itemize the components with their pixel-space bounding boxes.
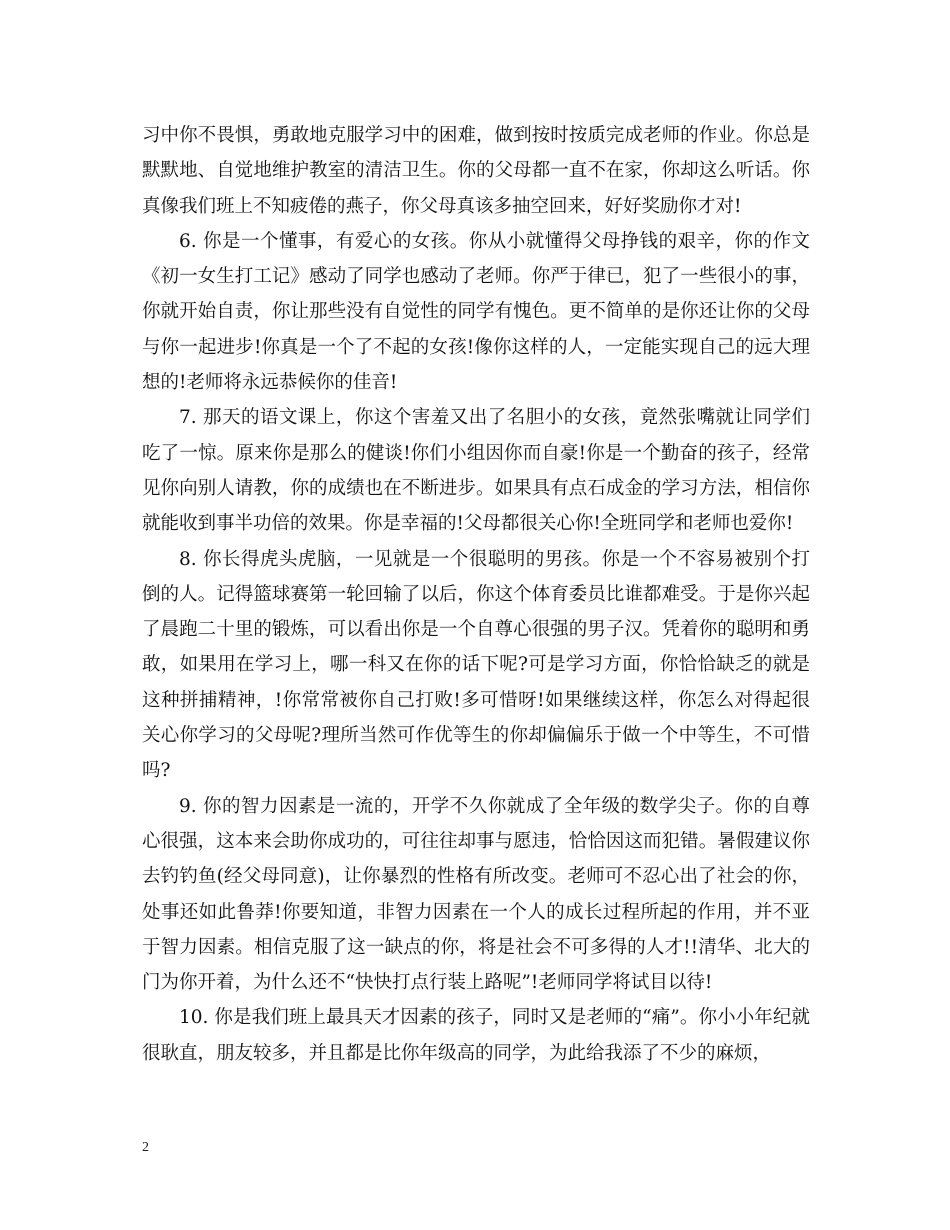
paragraph-item-8: 8. 你长得虎头虎脑，一见就是一个很聪明的男孩。你是一个不容易被别个打倒的人。记得篮球赛第一轮回输了以后，你这个体育委员比谁都难受。于是你兴起了晨跑二十里的锻炼，可以看出你是一个自尊心很强的男子汉。凭着你的聪明和勇敢，如果用在学习上，哪一科又在你的话下呢?可是学习方面，你恰恰缺乏的就是这种拼捕精神，!你常常被你自己打败!多可惜呀!如果继续这样，你怎么对得起很关心你学习的父母呢?理所当然可作优等生的你却偏偏乐于做一个中等生，不可惜吗?	[142, 548, 810, 782]
document-body	[142, 118, 810, 1071]
paragraph-item-10: 10. 你是我们班上最具天才因素的孩子，同时又是老师的“痛”。你小小年纪就很耿直，朋友较多，并且都是比你年级高的同学，为此给我添了不少的麻烦，	[142, 1007, 810, 1064]
paragraph-continuation: 习中你不畏惧，勇敢地克服学习中的困难，做到按时按质完成老师的作业。你总是默默地、自觉地维护教室的清洁卫生。你的父母都一直不在家，你却这么听话。你真像我们班上不知疲倦的燕子，你父母真该多抽空回来，好好奖励你才对!	[142, 125, 810, 217]
paragraph-item-9: 9. 你的智力因素是一流的，开学不久你就成了全年级的数学尖子。你的自尊心很强，这本来会助你成功的，可往往却事与愿违，恰恰因这而犯错。暑假建议你去钓钓鱼(经父母同意)，让你暴烈的性格有所改变。老师可不忍心出了社会的你，处事还如此鲁莽!你要知道，非智力因素在一个人的成长过程所起的作用，并不亚于智力因素。相信克服了这一缺点的你，将是社会不可多得的人才!!清华、北大的门为你开着，为什么还不“快快打点行装上路呢”!老师同学将试目以待!	[142, 795, 810, 994]
page-number: 2	[142, 1140, 149, 1155]
paragraph-item-7: 7. 那天的语文课上，你这个害羞又出了名胆小的女孩，竟然张嘴就让同学们吃了一惊。原来你是那么的健谈!你们小组因你而自豪!你是一个勤奋的孩子，经常见你向别人请教，你的成绩也在不断进步。如果具有点石成金的学习方法，相信你就能收到事半功倍的效果。你是幸福的!父母都很关心你!全班同学和老师也爱你!	[142, 407, 810, 535]
paragraph-item-6: 6. 你是一个懂事，有爱心的女孩。你从小就懂得父母挣钱的艰辛，你的作文《初一女生打工记》感动了同学也感动了老师。你严于律已，犯了一些很小的事，你就开始自责，你让那些没有自觉性的同学有愧色。更不简单的是你还让你的父母与你一起进步!你真是一个了不起的女孩!像你这样的人，一定能实现自己的远大理想的!老师将永远恭候你的佳音!	[142, 230, 810, 394]
